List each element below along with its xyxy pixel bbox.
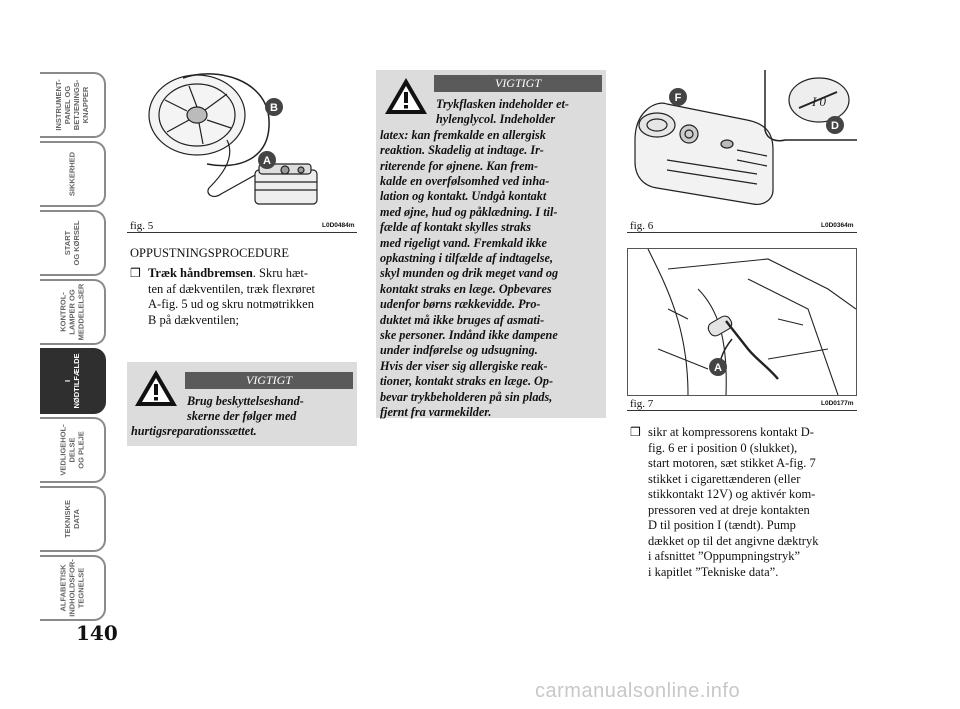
tab-label: TEKNISKE DATA: [63, 500, 81, 538]
warning-line: kalde en overfølsomhed ved inha-: [380, 174, 550, 188]
figure-7-rule: [627, 410, 857, 411]
warning-line: lation og kontakt. Undgå kontakt: [380, 189, 547, 204]
step-2-line: stikkontakt 12V) og aktivér kom-: [648, 487, 816, 501]
watermark: carmanualsonline.info: [535, 680, 741, 702]
tab-label: KONTROL- LAMPER OG MEDDELELSER: [58, 283, 86, 341]
figure-5-code: L0D0484m: [322, 222, 355, 229]
step-2-line: dækket op til det angivne dæktryk: [648, 533, 819, 548]
compressor-switch-illustration: [627, 70, 857, 218]
step-2-line: i afsnittet ”Oppumpningstryk”: [648, 549, 801, 563]
tab-label: START OG KØRSEL: [63, 220, 81, 266]
step-2-line: fig. 6 er i position 0 (slukket),: [648, 440, 798, 455]
step-2-line: start motoren, sæt stikket A-fig. 7: [648, 456, 816, 470]
warning-line: Hvis der viser sig allergiske reak-: [380, 358, 548, 373]
tab-label: I NØDTILFÆLDE: [63, 353, 81, 409]
warning-line: med øjne, hud og påklædning. I til-: [380, 204, 558, 219]
warning-line: Brug beskyttelseshand-: [187, 394, 304, 408]
tab-technical-data[interactable]: [40, 486, 106, 552]
section-heading: OPPUSTNINGSPROCEDURE: [130, 246, 290, 260]
step-2-line: D til position I (tændt). Pump: [648, 518, 796, 532]
cigarette-lighter-illustration: [628, 249, 856, 395]
warning-line: duktet må ikke bruges af asmati-: [380, 312, 545, 327]
tab-start-driving[interactable]: [40, 210, 106, 276]
step-1-line: A-fig. 5 ud og skru notmøtrikken: [148, 297, 314, 311]
page-number: 140: [76, 621, 118, 645]
tab-instrument-panel[interactable]: [40, 72, 106, 138]
warning-line: hurtigsreparationssættet.: [131, 424, 257, 438]
warning-line: fjernt fra varmekilder.: [380, 405, 492, 419]
warning-title: VIGTIGT: [434, 75, 602, 92]
warning-triangle-icon: [382, 75, 430, 117]
figure-7-caption: fig. 7: [630, 398, 654, 410]
warning-line: udenfor børns rækkevidde. Pro-: [380, 297, 541, 312]
tire-compressor-illustration: [127, 70, 357, 218]
step-1: [130, 266, 358, 328]
svg-text:A: A: [714, 362, 722, 374]
step-1-bold: Træk håndbremsen: [148, 266, 253, 280]
bullet-icon: ❒: [630, 425, 641, 439]
warning-line: opkastning i tilfælde af indtagelse,: [380, 251, 553, 265]
svg-text:F: F: [674, 92, 682, 104]
figure-7-cigarette-lighter: [627, 248, 857, 396]
tab-label: VEDLIGEHOL- DELSE OG PLEJE: [58, 424, 86, 476]
switch-position-marks: I 0: [811, 94, 827, 109]
warning-line: reaktion. Skadelig at indtage. Ir-: [380, 143, 544, 158]
warning-line: latex: kan fremkalde en allergisk: [380, 127, 546, 142]
step-2-line: i kapitlet ”Tekniske data”.: [648, 564, 779, 579]
tab-emergency[interactable]: [40, 348, 106, 414]
tab-label: ALFABETISK INDHOLDSFOR- TEGNELSE: [58, 559, 86, 617]
warning-line: bevar trykbeholderen på sin plads,: [380, 389, 553, 404]
step-1-line: . Skru hæt-: [252, 266, 308, 280]
figure-7-code: L0D0177m: [821, 400, 854, 407]
warning-triangle-icon: [132, 367, 180, 409]
tab-maintenance[interactable]: [40, 417, 106, 483]
warning-text: [187, 394, 355, 409]
step-1-line: ten af dækventilen, træk flexrøret: [148, 281, 315, 296]
warning-title: VIGTIGT: [185, 372, 353, 389]
step-2-line: sikr at kompressorens kontakt D-: [648, 425, 814, 439]
warning-line: fælde af kontakt skylles straks: [380, 220, 531, 235]
svg-text:D: D: [831, 120, 839, 132]
figure-5-rule: [127, 232, 357, 233]
bullet-icon: ❒: [130, 266, 141, 280]
warning-line: skerne der følger med: [187, 409, 297, 423]
tab-index[interactable]: [40, 555, 106, 621]
warning-line: riterende for øjnene. Kan frem-: [380, 158, 539, 173]
figure-5-caption: fig. 5: [130, 220, 154, 232]
figure-6-code: L0D0364m: [821, 222, 854, 229]
tab-label: INSTRUMENT- PANEL OG BETJENINGS- KNAPPER: [54, 79, 90, 131]
warning-box-ethylene-glycol: [376, 70, 606, 418]
step-2-line: stikket i cigarettænderen (eller: [648, 471, 801, 486]
warning-line: tioner, kontakt straks en læge. Op-: [380, 374, 554, 389]
warning-line: under indførelse og udsugning.: [380, 343, 538, 358]
warning-line: Trykflasken indeholder et-: [436, 97, 569, 111]
svg-text:B: B: [270, 102, 278, 114]
tab-safety[interactable]: [40, 141, 106, 207]
warning-line: skyl munden og drik meget vand og: [380, 266, 559, 281]
figure-6-caption: fig. 6: [630, 220, 654, 232]
figure-6-compressor-switch: [627, 70, 857, 218]
warning-line: hylenglycol. Indeholder: [436, 112, 556, 127]
svg-text:A: A: [263, 155, 271, 167]
warning-box-gloves: [127, 362, 357, 446]
warning-line: med rigeligt vand. Fremkald ikke: [380, 235, 547, 250]
warning-line: kontakt straks en læge. Opbevares: [380, 281, 552, 296]
warning-line: ske personer. Indånd ikke dampene: [380, 328, 558, 342]
figure-6-rule: [627, 232, 857, 233]
tab-label: SIKKERHED: [67, 151, 77, 197]
tab-warning-lights[interactable]: [40, 279, 106, 345]
figure-5-tire-compressor: [127, 70, 357, 218]
step-2-line: pressoren ved at dreje kontakten: [648, 502, 810, 517]
step-2: [630, 425, 860, 580]
step-1-line: B på dækventilen;: [148, 312, 239, 327]
